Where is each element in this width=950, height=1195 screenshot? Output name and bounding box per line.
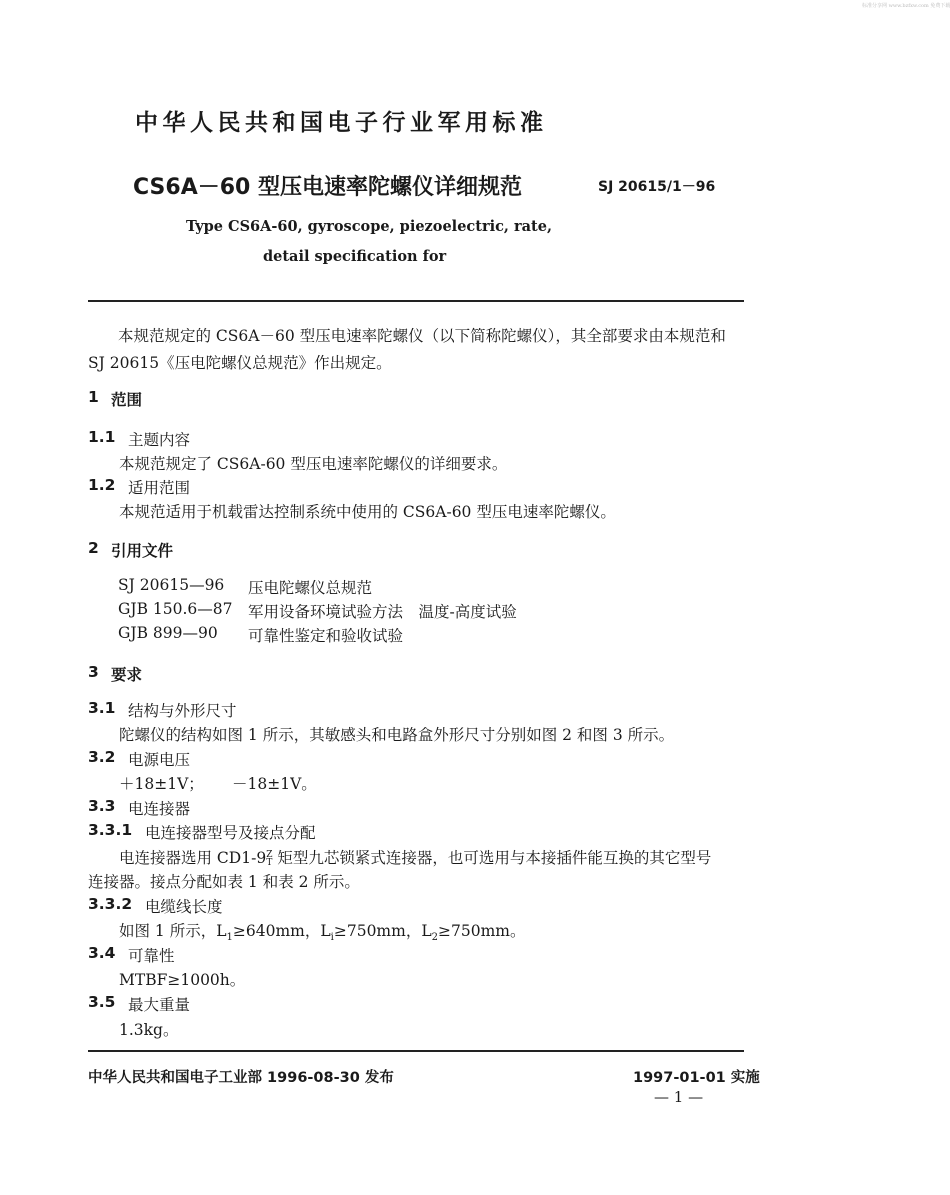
section-3-5-number: 3.5 <box>88 993 116 1011</box>
section-3-4-title: 可靠性 <box>128 947 175 965</box>
reference-title: 可靠性鉴定和验收试验 <box>248 627 404 645</box>
reference-code: GJB 899—90 <box>118 624 218 642</box>
english-title-line-2: detail specification for <box>263 248 447 265</box>
connector-fraction-bottom: T <box>266 858 273 868</box>
section-3-3-1-number: 3.3.1 <box>88 821 133 839</box>
cable-text-1: 如图 1 所示，L <box>119 922 227 940</box>
section-3-heading: 要求 <box>111 666 143 684</box>
page-title: CS6A－60 型压电速率陀螺仪详细规范 <box>133 175 523 200</box>
section-3-3-2-title: 电缆线长度 <box>145 898 223 916</box>
connector-fraction-top: Z <box>266 850 273 860</box>
effective-date: 1997-01-01 实施 <box>633 1070 760 1086</box>
section-3-3-1-text-line-2: 连接器。接点分配如表 1 和表 2 所示。 <box>88 873 360 891</box>
page-number: — 1 — <box>654 1088 704 1106</box>
issue-statement: 中华人民共和国电子工业部 1996-08-30 发布 <box>88 1070 394 1086</box>
english-title-line-1: Type CS6A-60, gyroscope, piezoelectric, rate, <box>186 218 553 235</box>
section-3-5-title: 最大重量 <box>128 996 191 1014</box>
watermark: 标准分享网 www.bzfxw.com 免费下载 <box>862 3 950 9</box>
section-3-1-title: 结构与外形尺寸 <box>128 702 237 720</box>
section-3-5-text: 1.3kg。 <box>119 1021 179 1039</box>
section-3-3-2-text <box>119 919 525 943</box>
section-3-2-value-positive: ＋18±1V； <box>119 775 204 793</box>
section-1-2-title: 适用范围 <box>128 479 191 497</box>
standard-code: SJ 20615/1－96 <box>598 179 716 195</box>
section-1-2-text: 本规范适用于机载雷达控制系统中使用的 CS6A-60 型压电速率陀螺仪。 <box>119 503 616 521</box>
cable-text-2: ≥640mm，L <box>232 922 331 940</box>
section-3-3-title: 电连接器 <box>128 800 191 818</box>
footer-divider <box>88 1050 744 1052</box>
section-3-2-title: 电源电压 <box>128 751 191 769</box>
section-3-1-text: 陀螺仪的结构如图 1 所示，其敏感头和电路盒外形尺寸分别如图 2 和图 3 所示。 <box>119 726 675 744</box>
section-3-1-number: 3.1 <box>88 699 116 717</box>
reference-code: GJB 150.6—87 <box>118 600 233 618</box>
cable-text-3: ≥750mm，L <box>333 922 432 940</box>
section-3-3-2-number: 3.3.2 <box>88 895 133 913</box>
org-title: 中华人民共和国电子行业军用标准 <box>135 110 548 136</box>
section-3-4-text: MTBF≥1000h。 <box>119 971 246 989</box>
section-1-2-number: 1.2 <box>88 476 116 494</box>
intro-line-2: SJ 20615《压电陀螺仪总规范》作出规定。 <box>88 354 392 372</box>
intro-line-1: 本规范规定的 CS6A－60 型压电速率陀螺仪（以下简称陀螺仪），其全部要求由本规范和 <box>118 327 726 345</box>
cable-sub-2: 2 <box>431 932 438 944</box>
cable-text-4: ≥750mm。 <box>438 922 526 940</box>
section-2-number: 2 <box>88 539 99 557</box>
reference-code: SJ 20615—96 <box>118 576 225 594</box>
section-3-number: 3 <box>88 663 99 681</box>
section-1-1-text: 本规范规定了 CS6A-60 型压电速率陀螺仪的详细要求。 <box>119 455 508 473</box>
connector-text-suffix: 矩型九芯锁紧式连接器，也可选用与本接插件能互换的其它型号 <box>272 849 712 867</box>
cable-sub-i: i <box>330 932 334 944</box>
reference-title: 军用设备环境试验方法 温度-高度试验 <box>248 603 517 621</box>
section-1-number: 1 <box>88 388 99 406</box>
connector-text-prefix: 电连接器选用 CD1-9 <box>119 849 267 867</box>
section-3-3-number: 3.3 <box>88 797 116 815</box>
section-3-4-number: 3.4 <box>88 944 116 962</box>
section-3-2-number: 3.2 <box>88 748 116 766</box>
section-3-2-value-negative: －18±1V。 <box>232 775 317 793</box>
section-3-3-1-title: 电连接器型号及接点分配 <box>145 824 316 842</box>
section-1-1-number: 1.1 <box>88 428 116 446</box>
section-3-3-1-text-line-1 <box>119 846 711 868</box>
section-1-heading: 范围 <box>111 391 143 409</box>
section-1-1-title: 主题内容 <box>128 431 191 449</box>
section-2-heading: 引用文件 <box>111 542 174 560</box>
header-divider <box>88 300 744 302</box>
cable-sub-1: 1 <box>226 932 233 944</box>
reference-title: 压电陀螺仪总规范 <box>248 579 373 597</box>
